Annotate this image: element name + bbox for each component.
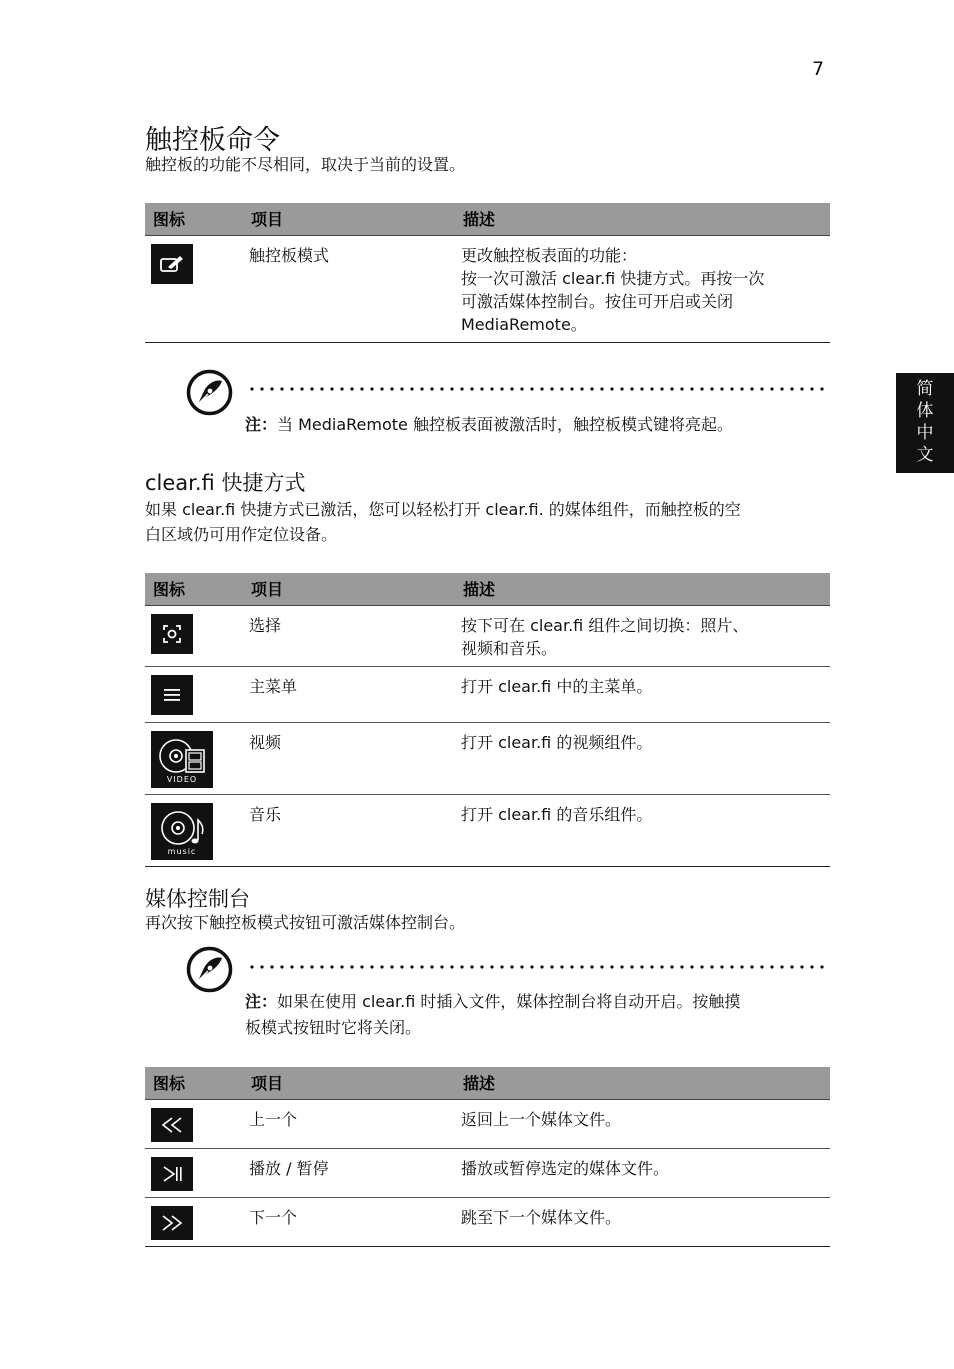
section-subtitle: 再次按下触控板模式按钮可激活媒体控制台。 xyxy=(145,913,466,932)
header-item: 项目 xyxy=(243,1067,455,1099)
main-menu-icon xyxy=(151,675,193,715)
table-row xyxy=(145,605,830,666)
media-console-table xyxy=(145,1067,830,1247)
select-icon xyxy=(151,614,193,654)
note-body: 当 MediaRemote 触控板表面被激活时，触控板模式键将亮起。 xyxy=(277,415,733,434)
video-icon xyxy=(151,731,213,788)
note-body: 板模式按钮时它将关闭。 xyxy=(245,1018,422,1037)
section-subtitle: 触控板的功能不尽相同，取决于当前的设置。 xyxy=(145,155,466,174)
header-description: 描述 xyxy=(455,573,830,605)
description-cell xyxy=(455,1099,830,1148)
description-cell xyxy=(455,794,830,866)
clearfi-shortcut-table xyxy=(145,573,830,867)
section-title-clearfi-shortcut: clear.fi 快捷方式 xyxy=(145,471,306,495)
description-cell xyxy=(455,1197,830,1246)
touchpad-commands-table xyxy=(145,203,830,343)
description-cell xyxy=(455,605,830,666)
header-icon: 图标 xyxy=(145,203,243,235)
note-divider xyxy=(247,965,830,969)
language-tab-char: 中 xyxy=(916,423,934,443)
item-cell: 视频 xyxy=(243,722,455,794)
description-cell xyxy=(455,1148,830,1197)
header-item: 项目 xyxy=(243,573,455,605)
section-title-touchpad-commands: 触控板命令 xyxy=(145,125,280,156)
table-row xyxy=(145,794,830,866)
music-icon xyxy=(151,803,213,860)
next-icon xyxy=(151,1206,193,1240)
table-header-row xyxy=(145,1067,830,1099)
note-text xyxy=(245,989,830,1041)
header-item: 项目 xyxy=(243,203,455,235)
description-line: 更改触控板表面的功能： xyxy=(461,245,638,265)
touchpad-mode-icon xyxy=(151,244,193,284)
note-text xyxy=(245,412,830,438)
table-header-row xyxy=(145,203,830,235)
description-line: 播放或暂停选定的媒体文件。 xyxy=(461,1158,670,1178)
language-tab-char: 体 xyxy=(916,401,934,421)
language-tab-char: 简 xyxy=(916,379,934,399)
play-pause-icon xyxy=(151,1157,193,1191)
section-paragraph xyxy=(145,497,830,547)
paragraph-line: 如果 clear.fi 快捷方式已激活，您可以轻松打开 clear.fi. 的媒体组件，而触控板的空 xyxy=(145,500,741,519)
description-line: 视频和音乐。 xyxy=(461,638,558,658)
music-icon-caption: music xyxy=(167,847,197,856)
page-number: 7 xyxy=(812,58,825,80)
description-cell xyxy=(455,722,830,794)
description-cell xyxy=(455,235,830,342)
item-cell: 播放 / 暂停 xyxy=(243,1148,455,1197)
item-cell: 音乐 xyxy=(243,794,455,866)
note-label: 注： xyxy=(245,992,278,1011)
description-line: 返回上一个媒体文件。 xyxy=(461,1109,622,1129)
description-line: 打开 clear.fi 的视频组件。 xyxy=(461,732,653,752)
language-tab-char: 文 xyxy=(916,445,934,465)
item-cell: 主菜单 xyxy=(243,666,455,722)
item-cell: 触控板模式 xyxy=(243,235,455,342)
header-icon: 图标 xyxy=(145,1067,243,1099)
note-divider xyxy=(247,387,830,391)
table-row xyxy=(145,666,830,722)
table-row xyxy=(145,1148,830,1197)
language-tab xyxy=(896,373,954,473)
note-pen-icon xyxy=(186,946,233,993)
description-line: 跳至下一个媒体文件。 xyxy=(461,1207,622,1227)
description-line: 打开 clear.fi 中的主菜单。 xyxy=(461,676,653,696)
description-line: MediaRemote。 xyxy=(461,314,587,334)
table-header-row xyxy=(145,573,830,605)
header-icon: 图标 xyxy=(145,573,243,605)
item-cell: 下一个 xyxy=(243,1197,455,1246)
video-icon-caption: VIDEO xyxy=(166,775,198,784)
item-cell: 上一个 xyxy=(243,1099,455,1148)
description-line: 按下可在 clear.fi 组件之间切换：照片、 xyxy=(461,615,749,635)
table-row xyxy=(145,722,830,794)
note-label: 注： xyxy=(245,415,278,434)
description-line: 打开 clear.fi 的音乐组件。 xyxy=(461,804,653,824)
header-description: 描述 xyxy=(455,1067,830,1099)
paragraph-line: 白区域仍可用作定位设备。 xyxy=(145,525,338,544)
table-row xyxy=(145,235,830,342)
note-pen-icon xyxy=(186,369,233,416)
section-title-media-console: 媒体控制台 xyxy=(145,887,250,911)
description-cell xyxy=(455,666,830,722)
item-cell: 选择 xyxy=(243,605,455,666)
table-row xyxy=(145,1197,830,1246)
description-line: 按一次可激活 clear.fi 快捷方式。再按一次 xyxy=(461,268,765,288)
note-body: 如果在使用 clear.fi 时插入文件，媒体控制台将自动开启。按触摸 xyxy=(277,992,741,1011)
description-line: 可激活媒体控制台。按住可开启或关闭 xyxy=(461,291,734,311)
header-description: 描述 xyxy=(455,203,830,235)
previous-icon xyxy=(151,1108,193,1142)
table-row xyxy=(145,1099,830,1148)
